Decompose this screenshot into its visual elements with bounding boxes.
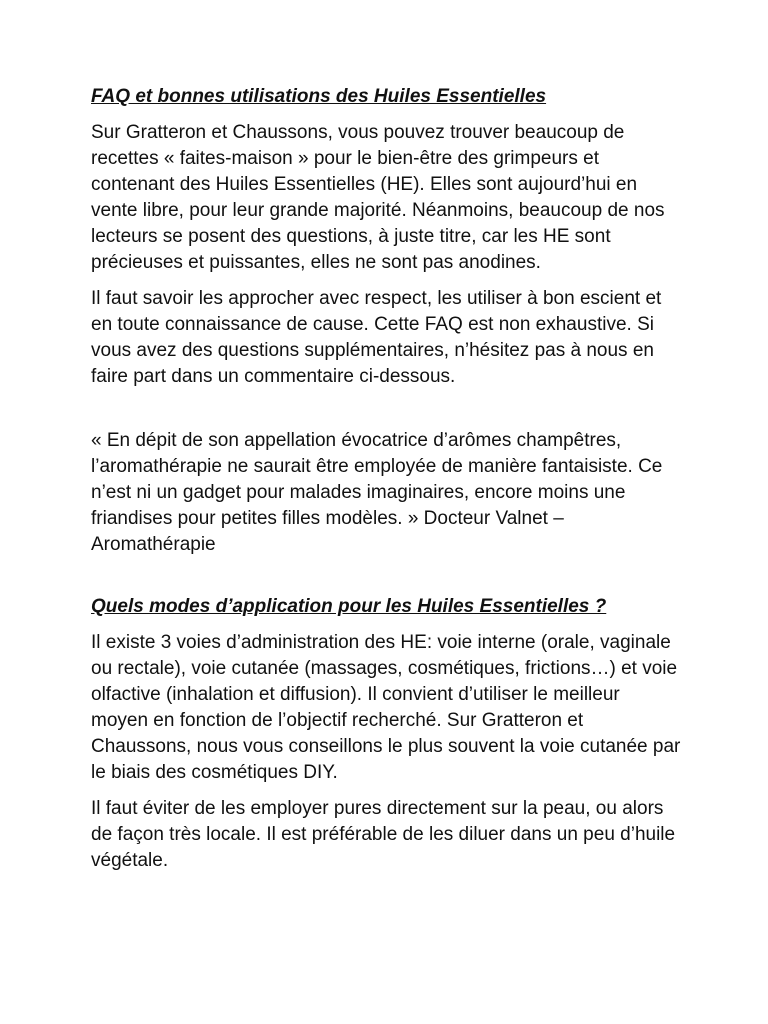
administration-routes-paragraph: Il existe 3 voies d’administration des HE: voie interne (orale, vaginale ou rectale), voie cutanée (massages, cosmétiques, frictions…) et voie olfactive (inhalation et diffusion). Il convient d’utiliser le meilleur moyen en fonction de l’objectif recherché. Sur Gratteron et Chaussons, nous vous conseillons le plus souvent la voie cutanée par le biais des cosmétiques DIY. <box>91 632 681 783</box>
intro-paragraph: Sur Gratteron et Chaussons, vous pouvez trouver beaucoup de recettes « faites-maison » pour le bien-être des grimpeurs et contenant des Huiles Essentielles (HE). Elles sont aujourd’hui en vente libre, pour leur grande majorité. Néanmoins, beaucoup de nos lecteurs se posent des questions, à juste titre, car les HE sont précieuses et puissantes, elles ne sont pas anodines. <box>91 122 665 273</box>
dilution-paragraph: Il faut éviter de les employer pures directement sur la peau, ou alors de façon très locale. Il est préférable de les diluer dans un peu d’huile végétale. <box>91 798 676 871</box>
section-spacer <box>91 568 681 594</box>
section-heading-faq: FAQ et bonnes utilisations des Huiles Essentielles <box>91 86 547 107</box>
paragraph-spacer <box>91 400 681 428</box>
respect-paragraph: Il faut savoir les approcher avec respect, les utiliser à bon escient et en toute connaissance de cause. Cette FAQ est non exhaustive. Si vous avez des questions supplémentaires, n’hésitez pas à nous en faire part dans un commentaire ci-dessous. <box>91 288 662 387</box>
document-page <box>91 84 681 884</box>
section-heading-application-modes: Quels modes d’application pour les Huiles Essentielles ? <box>91 596 607 617</box>
valnet-quote: « En dépit de son appellation évocatrice d’arômes champêtres, l’aromathérapie ne saurait être employée de manière fantaisiste. Ce n’est ni un gadget pour malades imaginaires, encore moins une friandises pour petites filles modèles. » Docteur Valnet – Aromathérapie <box>91 430 663 555</box>
